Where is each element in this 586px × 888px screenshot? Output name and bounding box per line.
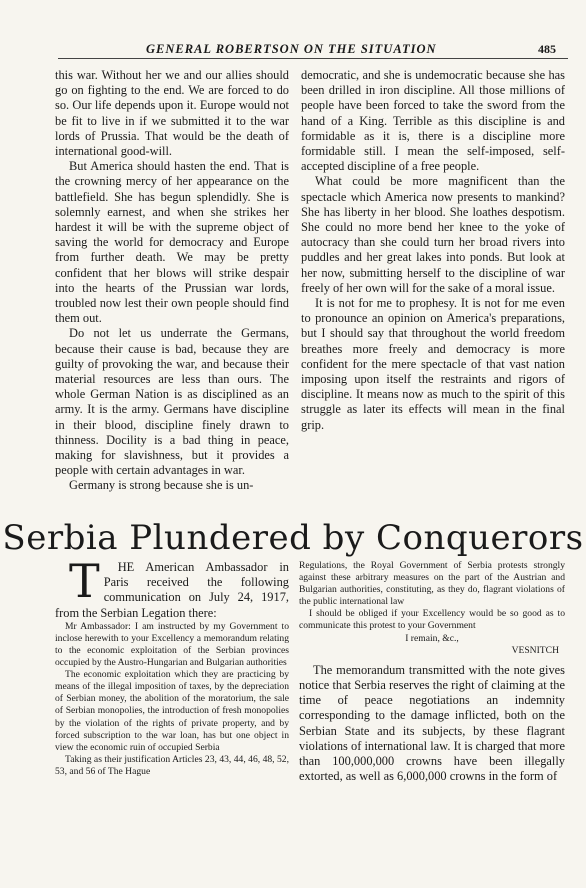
letter-paragraph: Mr Ambassador: I am instructed by my Government to inclose herewith to your Excellency a memorandum relating to the economic exploitation of the Serbian provinces occupied by the Austro-Hungarian and Bulgarian authorities bbox=[55, 620, 289, 669]
page-number: 485 bbox=[538, 42, 556, 56]
letter-text-continued bbox=[299, 560, 565, 657]
paragraph: The memorandum transmitted with the note gives notice that Serbia reserves the right of claiming at the time of peace negotiations an indemnity corresponding to the damage inflicted, both on the Serbian State and its subjects, by these flagrant violations of international law. It is charged that more than 100,000,000 crowns have been illegally extorted, as well as 6,000,000 crowns in the form of bbox=[299, 662, 565, 784]
lead-text: HE American Ambassador in Paris received the following communication on July 24, 1917, from the Serbian Legation there: bbox=[55, 560, 289, 620]
letter-closing: I remain, &c., bbox=[405, 632, 459, 644]
article-right-column bbox=[299, 560, 565, 784]
paragraph: What could be more magnificent than the spectacle which America now presents to mankind? She has liberty in her blood. She loathes despotism. She could no more bend her knee to the yoke of autocracy than she could turn her broad rivers into puddles and her great lakes into ponds. But look at her now, submitting herself to the discipline of war freely of her own will for the sake of a moral issue. bbox=[301, 174, 565, 295]
letter-paragraph: The economic exploitation which they are practicing by means of the illegal imposition of taxes, by the depreciation of Serbian money, the abolition of the moratorium, the sale of Serbian monopolies, the introduction of fresh monopolies by the violation of the rights of private property, and by forced subscription to the war loan, has but one object in view the economic ruin of occupied Serbia bbox=[55, 669, 289, 753]
paragraph: democratic, and she is undemocratic because she has been drilled in iron discipline. All those millions of people have been forced to take the sword from the hand of a King. Terrible as this discipline is and formidable as it is, there is a discipline more formidable still. I mean the self-imposed, self-accepted discipline of a free people. bbox=[301, 68, 565, 174]
top-left-column bbox=[55, 68, 289, 494]
letter-paragraph: Taking as their justification Articles 23, 43, 44, 46, 48, 52, 53, and 56 of The Hague bbox=[55, 753, 289, 777]
article-left-column bbox=[55, 554, 289, 778]
paragraph: Germany is strong because she is un- bbox=[69, 478, 254, 493]
top-right-column bbox=[301, 68, 565, 433]
running-head bbox=[58, 42, 568, 59]
letter-text bbox=[55, 621, 289, 778]
paragraph: this war. Without her we and our allies should go on fighting to the end. We are forced to do so. Our life depends upon it. Europe would not be fit to live in if we submitted it to the war lords of Prussia. That would be the death of international good-will. bbox=[55, 68, 289, 159]
letter-signature: VESNITCH bbox=[511, 644, 559, 656]
article-lead bbox=[55, 554, 289, 621]
letter-paragraph: I should be obliged if your Excellency would be so good as to communicate this protest to your Government bbox=[299, 608, 565, 632]
paragraph: But America should hasten the end. That is the crowning mercy of her appearance on the battlefield. She has begun splendidly. She is solemnly earnest, and when she strikes her hardest it will be with the supreme object of saving the world for democracy and Europe from further death. We may be pretty confident that her blows will strike despair into the hearts of the Prussian war lords, troubled now lest their own people should find them out. bbox=[55, 159, 289, 326]
letter-paragraph: Regulations, the Royal Government of Serbia protests strongly against these arbitrary measures on the part of the Austrian and Bulgarian authorities, constituting, as they do, flagrant violations of the public international law bbox=[299, 560, 565, 608]
paragraph: Do not let us underrate the Germans, because their cause is bad, because they are guilty of provoking the war, and because their material resources are less than ours. The whole German Nation is as disciplined as an army. It is the army. Germans have discipline in their blood, discipline finely drawn to thinness. Docility is a bad thing in peace, making for slavishness, but it provides a people with certain advantages in war. bbox=[55, 326, 289, 478]
running-title: GENERAL ROBERTSON ON THE SITUATION bbox=[146, 42, 437, 56]
paragraph: It is not for me to prophesy. It is not for me even to pronounce an opinion on America's preparations, but I should say that throughout the world freedom breathes more freely and democracy is more confident for the mere spectacle of that vast nation imposing upon itself the restraints and rigors of discipline. It means now as much to the spirit of this struggle as later its effects will mean in the final grip. bbox=[301, 296, 565, 432]
article-title: Serbia Plundered by Conquerors bbox=[2, 518, 584, 558]
drop-cap: T bbox=[69, 554, 100, 608]
